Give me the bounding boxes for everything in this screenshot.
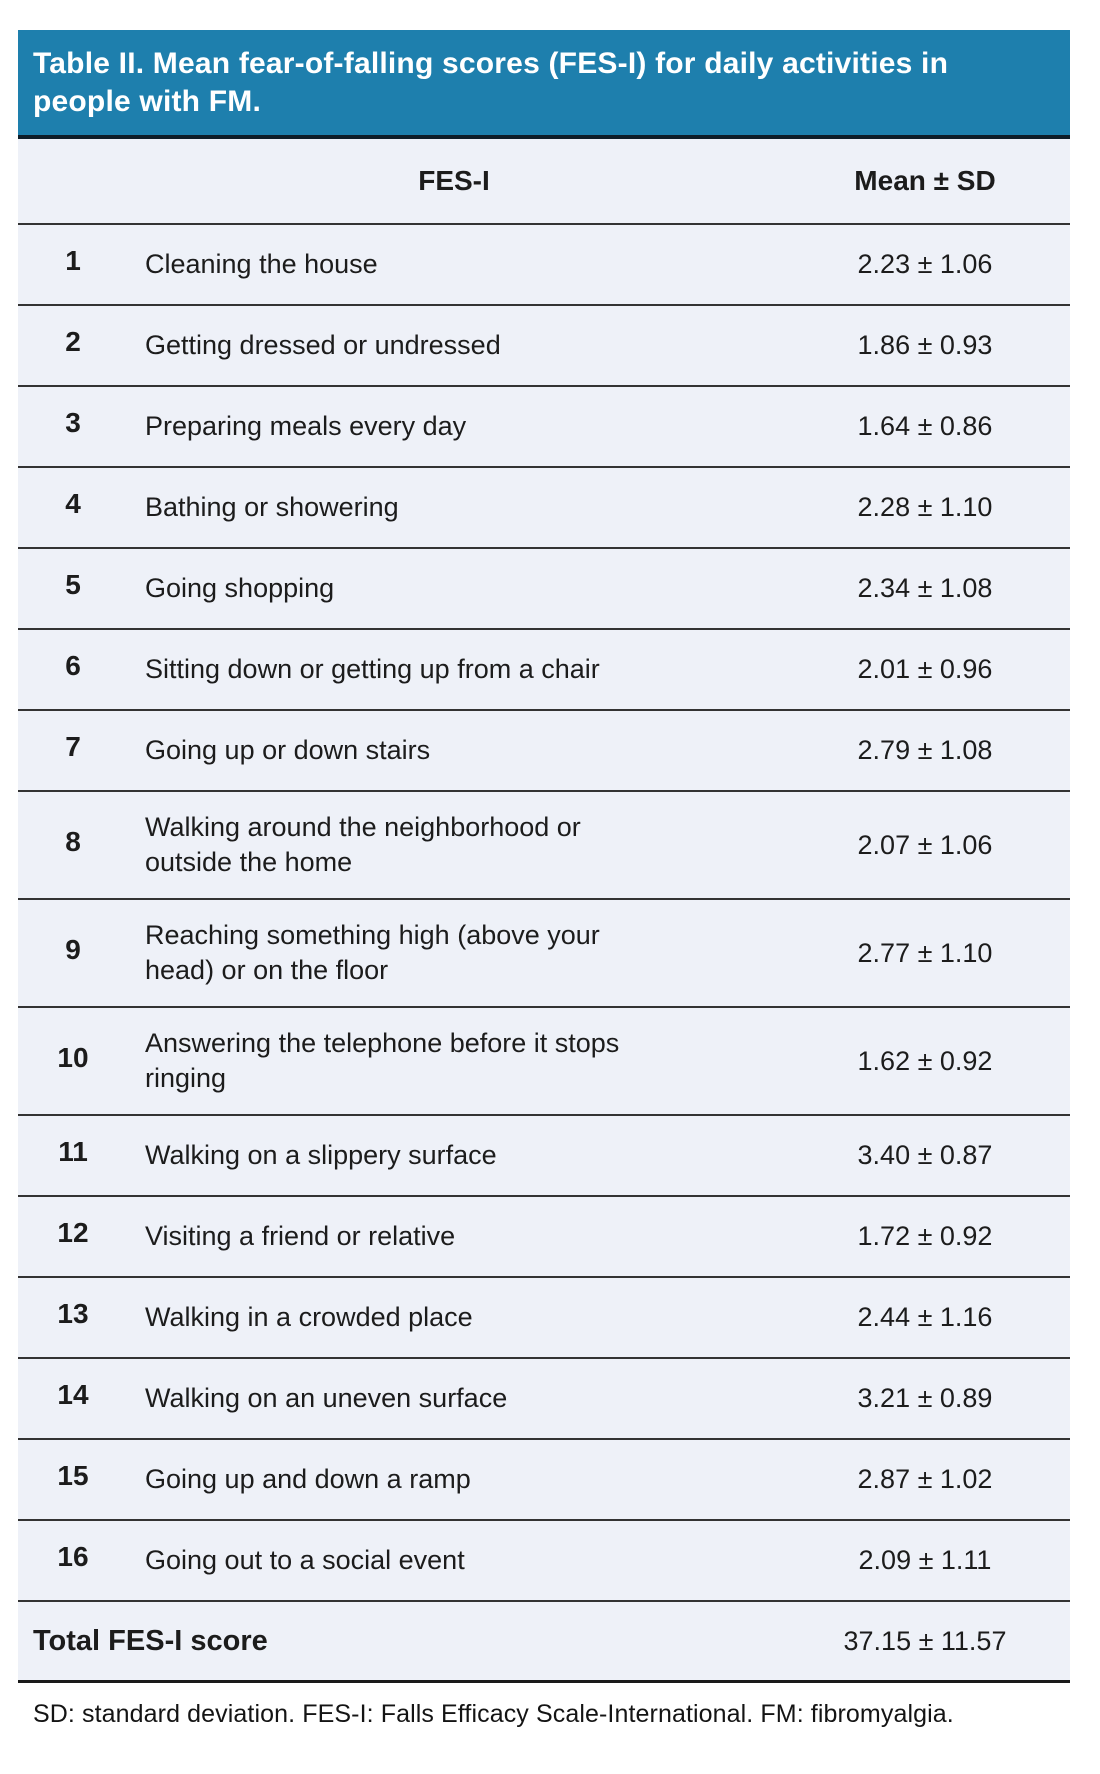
activity-label: Walking on a slippery surface: [145, 1140, 497, 1170]
table-row: [18, 1197, 1070, 1278]
table-row: [18, 792, 1070, 900]
activity-label: Bathing or showering: [145, 492, 399, 522]
row-number: 3: [65, 407, 81, 438]
table-row: [18, 1440, 1070, 1521]
mean-sd-value: 2.34 ± 1.08: [857, 573, 993, 603]
mean-sd-value: 2.07 ± 1.06: [857, 829, 993, 860]
activity-label: Going up or down stairs: [145, 735, 431, 765]
table-row: [18, 1116, 1070, 1197]
table-footnote: SD: standard deviation. FES-I: Falls Efficacy Scale-International. FM: fibromyalgia.: [33, 1700, 954, 1728]
activity-label: Going shopping: [145, 573, 335, 603]
row-number: 6: [65, 650, 81, 681]
activity-label: Reaching something high (above your head) or on the floor: [145, 920, 600, 985]
mean-sd-value: 2.87 ± 1.02: [857, 1464, 993, 1494]
row-number: 8: [65, 825, 81, 857]
table-title-bar: [18, 30, 1070, 139]
activity-label: Walking around the neighborhood or outside the home: [145, 812, 581, 877]
mean-sd-value: 1.86 ± 0.93: [857, 330, 993, 360]
row-number: 14: [57, 1379, 89, 1410]
activity-label: Cleaning the house: [145, 249, 378, 279]
row-number: 1: [65, 245, 81, 276]
column-header-row: [18, 139, 1070, 225]
table-title: Table II. Mean fear-of-falling scores (FES-I) for daily activities in people with FM.: [33, 47, 949, 118]
column-header-mean-sd: Mean ± SD: [854, 165, 996, 196]
table-card: [18, 30, 1070, 1683]
row-number: 11: [58, 1136, 88, 1167]
table-row: [18, 630, 1070, 711]
table-row: [18, 900, 1070, 1008]
mean-sd-value: 2.77 ± 1.10: [857, 937, 993, 968]
total-label: Total FES-I score: [33, 1624, 268, 1657]
table-row: [18, 468, 1070, 549]
mean-sd-value: 3.21 ± 0.89: [857, 1383, 993, 1413]
activity-label: Answering the telephone before it stops ringing: [145, 1028, 620, 1093]
mean-sd-value: 1.72 ± 0.92: [857, 1221, 993, 1251]
mean-sd-value: 2.79 ± 1.08: [857, 735, 993, 765]
table-row: [18, 306, 1070, 387]
row-number: 5: [65, 569, 81, 600]
row-number: 4: [65, 488, 81, 519]
row-number: 7: [65, 731, 81, 762]
row-number: 15: [57, 1460, 89, 1491]
mean-sd-value: 1.62 ± 0.92: [857, 1045, 993, 1076]
column-header-fesi: FES-I: [418, 165, 490, 196]
activity-label: Going up and down a ramp: [145, 1464, 471, 1494]
mean-sd-value: 2.01 ± 0.96: [857, 654, 993, 684]
row-number: 13: [57, 1298, 89, 1329]
total-row: [18, 1602, 1070, 1683]
activity-label: Sitting down or getting up from a chair: [145, 654, 600, 684]
mean-sd-value: 1.64 ± 0.86: [857, 411, 993, 441]
row-number: 10: [57, 1041, 89, 1073]
activity-label: Walking in a crowded place: [145, 1302, 473, 1332]
table-row: [18, 711, 1070, 792]
row-number: 2: [65, 326, 81, 357]
row-number: 9: [65, 933, 81, 965]
mean-sd-value: 2.44 ± 1.16: [857, 1302, 993, 1332]
total-value: 37.15 ± 11.57: [843, 1625, 1007, 1656]
row-number: 12: [57, 1217, 89, 1248]
activity-label: Preparing meals every day: [145, 411, 467, 441]
table-row: [18, 1521, 1070, 1602]
row-number: 16: [57, 1541, 89, 1572]
table-row: [18, 1278, 1070, 1359]
mean-sd-value: 3.40 ± 0.87: [857, 1140, 993, 1170]
mean-sd-value: 2.28 ± 1.10: [857, 492, 993, 522]
table-row: [18, 549, 1070, 630]
mean-sd-value: 2.23 ± 1.06: [857, 249, 993, 279]
table-row: [18, 387, 1070, 468]
activity-label: Getting dressed or undressed: [145, 330, 501, 360]
table-row: [18, 225, 1070, 306]
table-row: [18, 1359, 1070, 1440]
activity-label: Visiting a friend or relative: [145, 1221, 456, 1251]
activity-label: Walking on an uneven surface: [145, 1383, 508, 1413]
mean-sd-value: 2.09 ± 1.11: [858, 1545, 992, 1575]
table-row: [18, 1008, 1070, 1116]
activity-label: Going out to a social event: [145, 1545, 465, 1575]
